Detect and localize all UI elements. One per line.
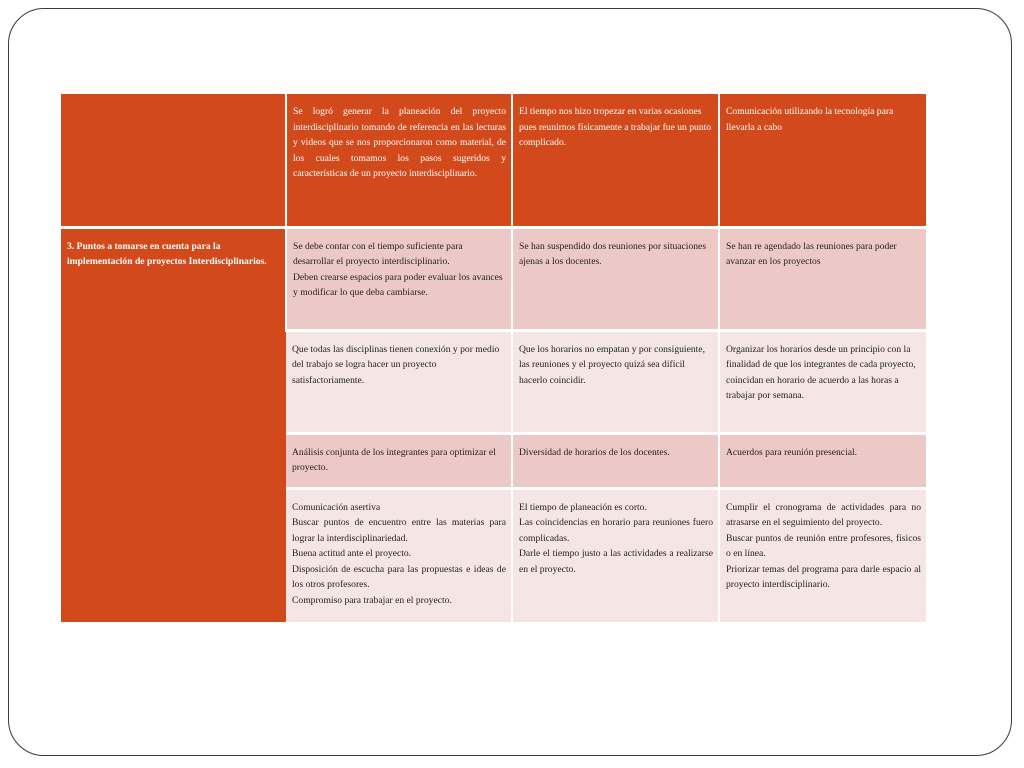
- cell-text: Se han re agendado las reuniones para poder avanzar en los proyectos: [726, 240, 897, 268]
- header-cell-empty: [61, 94, 286, 227]
- table-row: [61, 227, 926, 330]
- table-cell: [719, 433, 926, 488]
- cell-text: Buscar puntos de encuentro entre las materias para lograr la interdisciplinariedad.: [292, 517, 506, 544]
- table-cell: [286, 488, 512, 622]
- section-label-cell: 3. Puntos a tomarse en cuenta para la implementación de proyectos Interdisciplinarios.: [61, 227, 286, 622]
- table-cell: [286, 433, 512, 488]
- cell-text: Darle el tiempo justo a las actividades a realizarse en el proyecto.: [519, 548, 713, 575]
- table-cell: [719, 330, 926, 433]
- cell-text: Se debe contar con el tiempo suficiente para desarrollar el proyecto interdisciplinario.: [293, 240, 463, 268]
- table-cell: [512, 433, 719, 488]
- table-cell: [719, 488, 926, 622]
- cell-text: Cumplir el cronograma de actividades para no atrasarse en el seguimiento del proyecto.: [726, 501, 921, 529]
- table-cell: [512, 227, 719, 330]
- cell-text: Acuerdos para reunión presencial.: [726, 446, 858, 458]
- cell-text: Disposición de escucha para las propuestas e ideas de los otros profesores.: [292, 563, 506, 591]
- cell-text: Que los horarios no empatan y por consiguiente, las reuniones y el proyecto quizá sea difícil hacerlo coincidir.: [519, 343, 705, 386]
- findings-table: [61, 94, 926, 622]
- table-cell: [719, 227, 926, 330]
- cell-text: Compromiso para trabajar en el proyecto.: [292, 595, 452, 607]
- cell-text: Se han suspendido dos reuniones por situaciones ajenas a los docentes.: [519, 240, 707, 268]
- cell-text: Que todas las disciplinas tienen conexión y por medio del trabajo se logra hacer un proyecto satisfactoriamente.: [292, 343, 500, 386]
- table-header-row: [61, 94, 926, 227]
- cell-text: Priorizar temas del programa para darle espacio al proyecto interdisciplinario.: [726, 563, 921, 591]
- header-cell-achievements: Se logró generar la planeación del proyecto interdisciplinario tomando de referencia en las lecturas y videos que se nos proporcionaron como material, de los cuales tomamos los pasos sugeridos y características de un proyecto interdisciplinario.: [286, 94, 512, 227]
- table-cell: [286, 227, 512, 330]
- header-cell-difficulties: El tiempo nos hizo tropezar en varias ocasiones pues reunirnos físicamente a trabajar fue un punto complicado.: [512, 94, 719, 227]
- cell-text: Las coincidencias en horario para reuniones fuero complicadas.: [519, 517, 713, 544]
- cell-text: Organizar los horarios desde un principio con la finalidad de que los integrantes de cada proyecto, coincidan en horario de acuerdo a las horas a trabajar por semana.: [726, 343, 916, 402]
- table-cell: [512, 488, 719, 622]
- table-cell: [286, 330, 512, 433]
- cell-text: Deben crearse espacios para poder evaluar los avances y modificar lo que deba cambiarse.: [293, 271, 503, 299]
- header-cell-solutions: Comunicación utilizando la tecnología para llevarla a cabo: [719, 94, 926, 227]
- table-cell: [512, 330, 719, 433]
- cell-text: Buena actitud ante el proyecto.: [292, 548, 412, 560]
- cell-text: Diversidad de horarios de los docentes.: [519, 446, 670, 458]
- cell-text: Buscar puntos de reunión entre profesores, físicos o en línea.: [726, 532, 921, 560]
- cell-text: Comunicación asertiva: [292, 501, 381, 513]
- cell-text: Análisis conjunta de los integrantes para optimizar el proyecto.: [292, 446, 496, 474]
- cell-text: El tiempo de planeación es corto.: [519, 501, 647, 513]
